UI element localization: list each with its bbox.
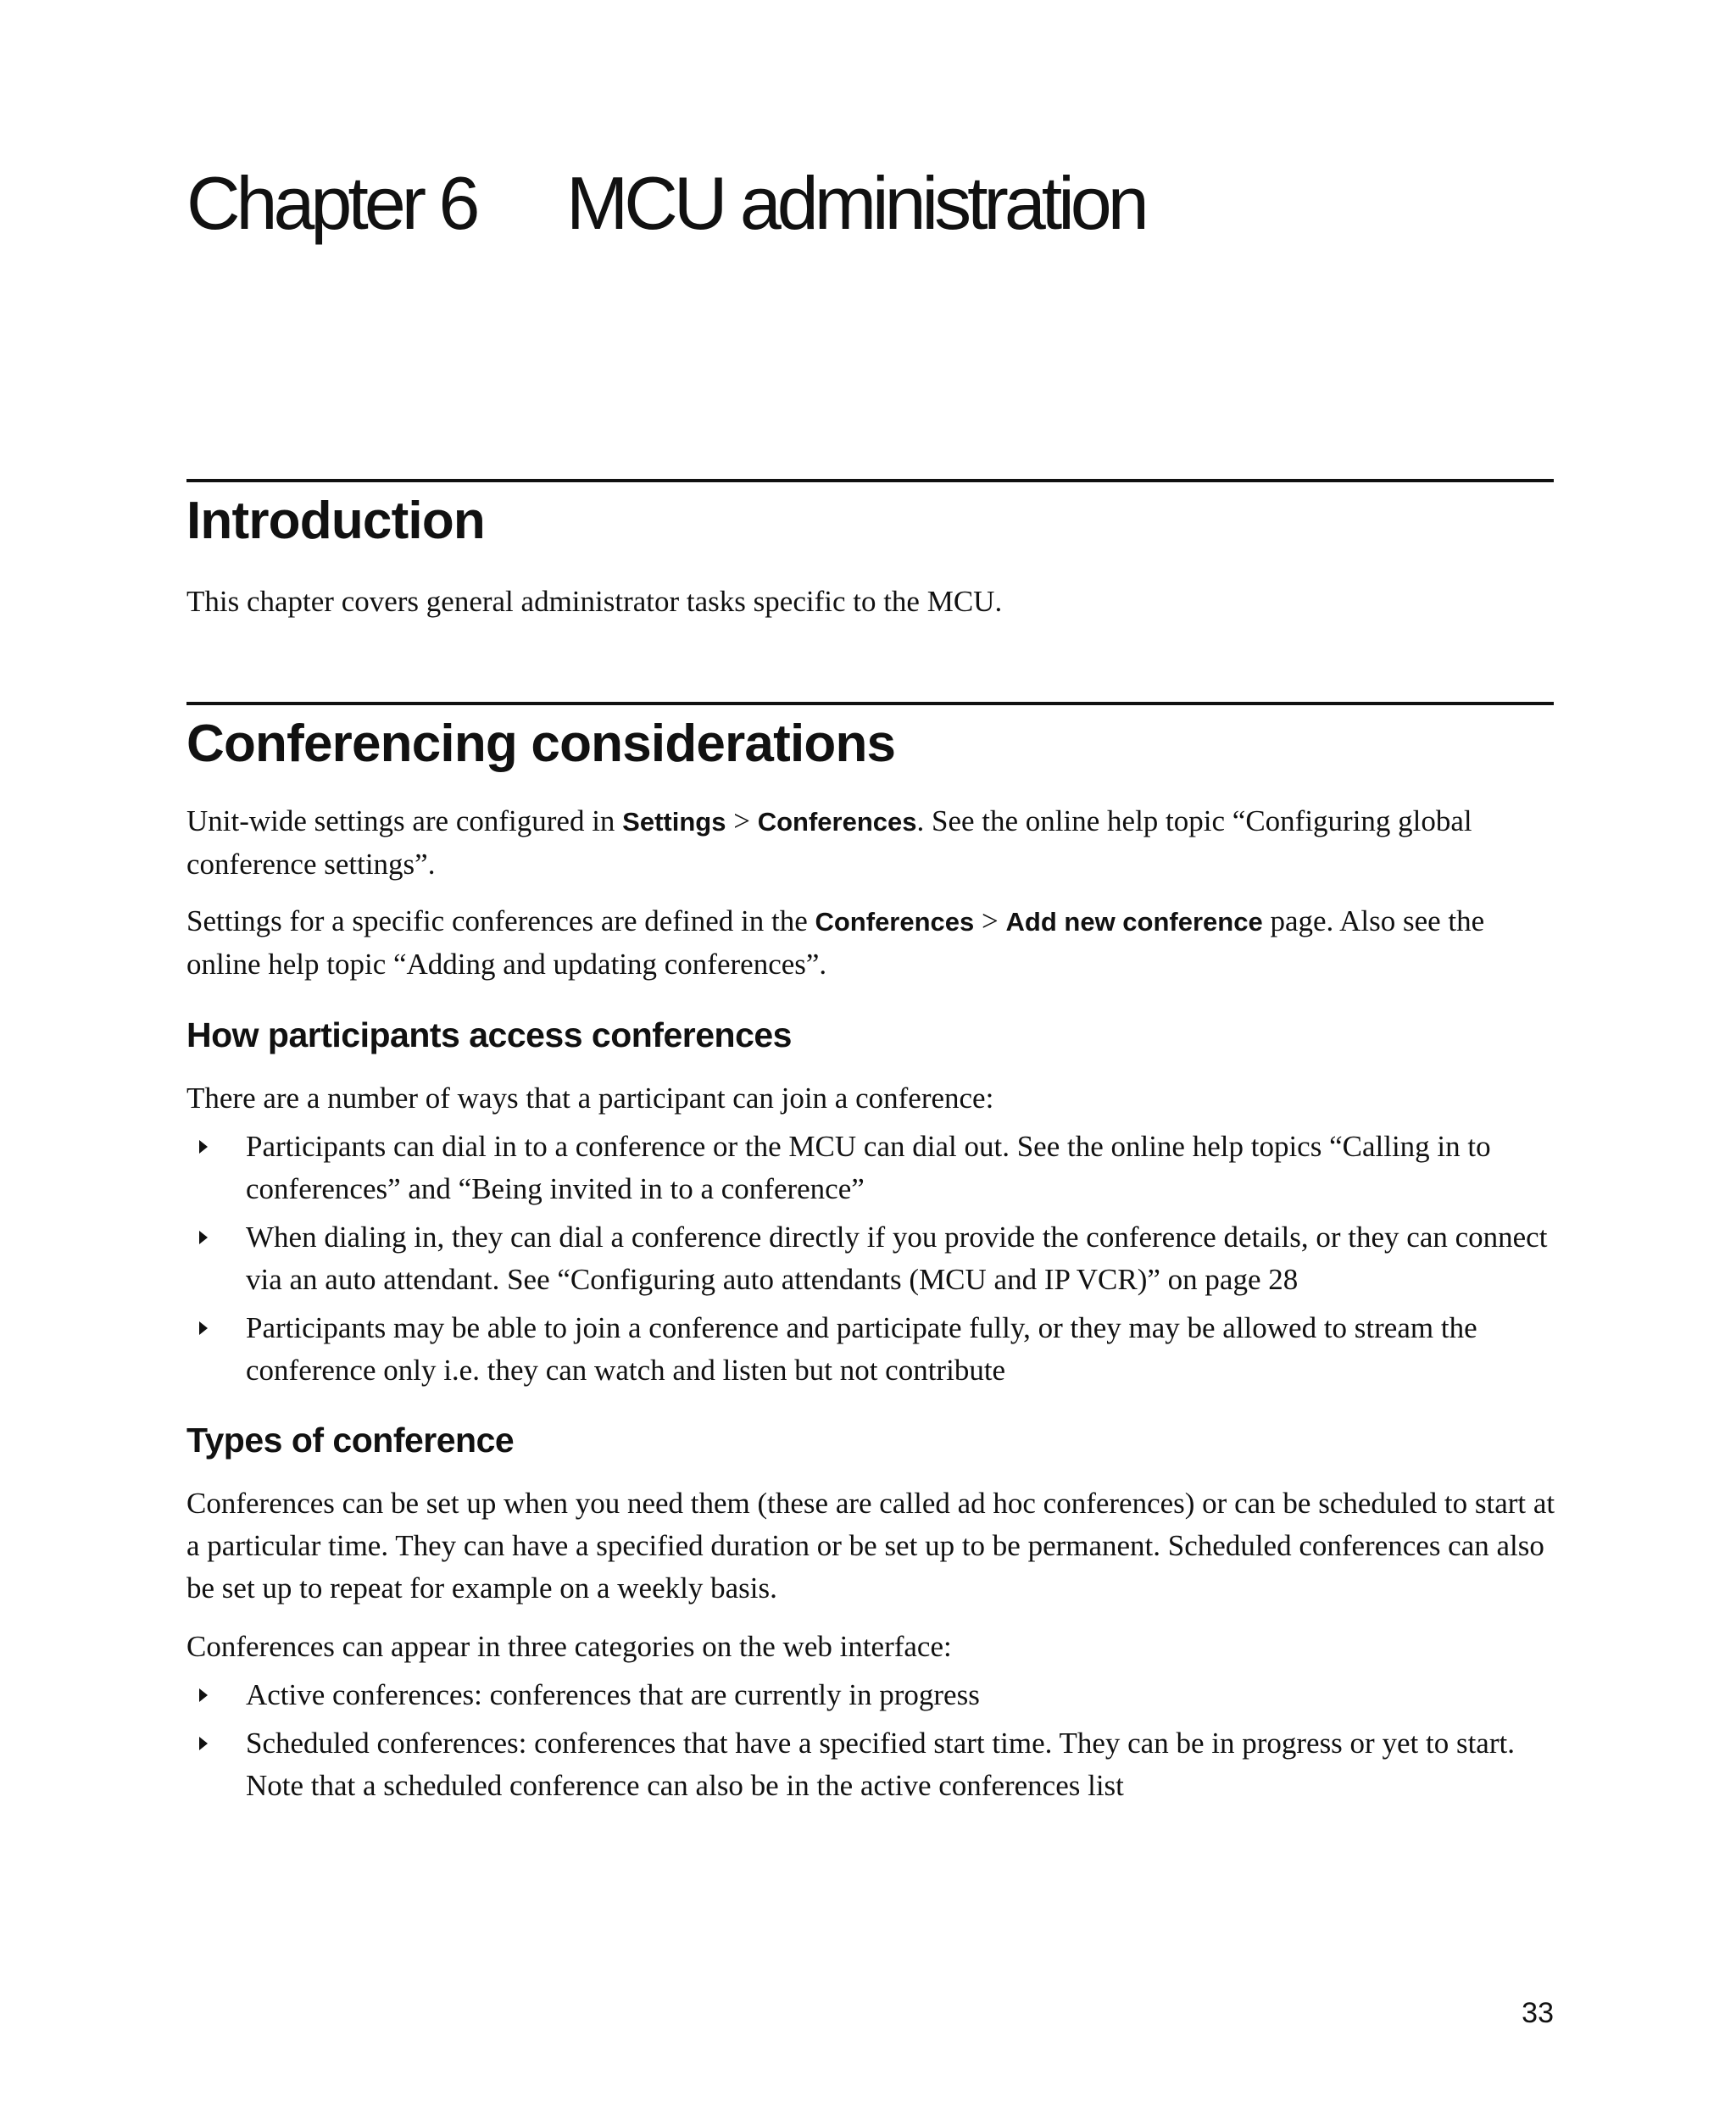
bullet-triangle-icon: [199, 1231, 208, 1244]
menu-path-conferences: Conferences: [757, 807, 917, 837]
chapter-heading: [186, 161, 1145, 245]
list-item: When dialing in, they can dial a conference directly if you provide the conference details, or they can connect via an auto attendant. See “Configuring auto attendants (MCU and IP VCR)” on page 28: [186, 1216, 1560, 1301]
section-heading-introduction: Introduction: [186, 492, 485, 550]
menu-path-conferences: Conferences: [815, 907, 975, 937]
types-paragraph-1: Conferences can be set up when you need them (these are called ad hoc conferences) or can be scheduled to start at a particular time. They can have a specified duration or be set up to be permanent. Scheduled conferences can also be set up to repeat for example on a weekly basis.: [186, 1487, 1555, 1605]
bullet-triangle-icon: [199, 1321, 208, 1335]
chapter-number: Chapter 6: [186, 161, 476, 245]
bullet-triangle-icon: [199, 1737, 208, 1750]
conferencing-paragraph-1: Unit-wide settings are configured in Settings > Conferences. See the online help topic “Configuring global conference settings”.: [186, 804, 1472, 881]
section-heading-conferencing: Conferencing considerations: [186, 715, 896, 773]
menu-path-add-new-conference: Add new conference: [1005, 907, 1263, 937]
access-intro: There are a number of ways that a participant can join a conference:: [186, 1082, 994, 1115]
list-item: Scheduled conferences: conferences that have a specified start time. They can be in progress or yet to start. Note that a scheduled conference can also be in the active conferences list: [186, 1722, 1560, 1807]
section-rule: [186, 702, 1554, 705]
types-bullet-list: [186, 1674, 1560, 1813]
list-item: Participants can dial in to a conference or the MCU can dial out. See the online help topics “Calling in to conferences” and “Being invited in to a conference”: [186, 1126, 1560, 1210]
subheading-types: Types of conference: [186, 1421, 515, 1460]
bullet-triangle-icon: [199, 1140, 208, 1154]
introduction-text: This chapter covers general administrator tasks specific to the MCU.: [186, 585, 1003, 618]
access-bullet-list: [186, 1126, 1560, 1398]
types-paragraph-2: Conferences can appear in three categories on the web interface:: [186, 1630, 952, 1663]
conferencing-paragraph-2: Settings for a specific conferences are defined in the Conferences > Add new conference page. Also see the online help topic “Adding and updating conferences”.: [186, 904, 1485, 981]
section-rule: [186, 479, 1554, 482]
list-item: Participants may be able to join a conference and participate fully, or they may be allowed to stream the conference only i.e. they can watch and listen but not contribute: [186, 1307, 1560, 1392]
bullet-triangle-icon: [199, 1688, 208, 1702]
page-number: 33: [1522, 1997, 1554, 2029]
list-item: Active conferences: conferences that are currently in progress: [186, 1674, 1560, 1716]
menu-path-settings: Settings: [622, 807, 726, 837]
subheading-access: How participants access conferences: [186, 1015, 792, 1054]
chapter-title: MCU administration: [566, 161, 1145, 245]
